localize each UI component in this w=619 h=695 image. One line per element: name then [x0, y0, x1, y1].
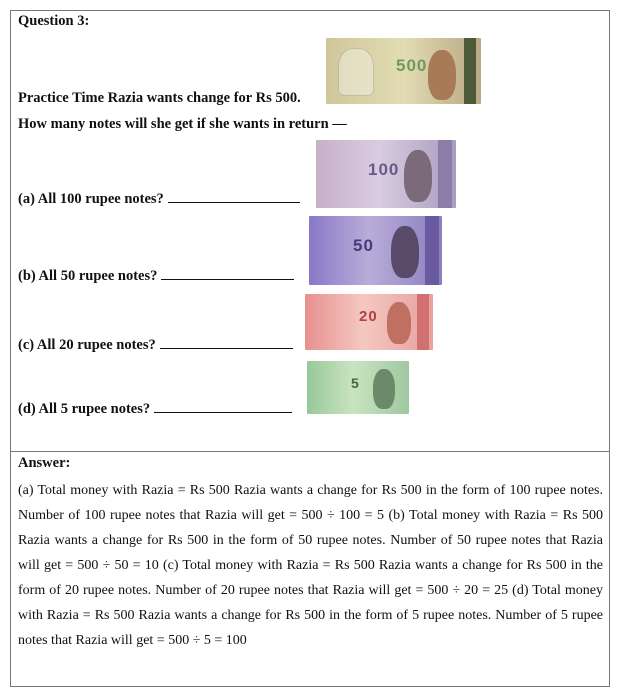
note-100-image — [316, 140, 456, 208]
note-20-image — [305, 294, 433, 350]
answer-title: Answer: — [18, 455, 71, 471]
note-500-image — [326, 38, 481, 104]
note-50-denomination: 50 — [353, 236, 374, 255]
part-d — [18, 400, 292, 418]
part-c — [18, 336, 293, 354]
note-100-denomination: 100 — [368, 160, 400, 179]
part-a-label: (a) All 100 rupee notes? — [18, 191, 164, 207]
question-prompt: How many notes will she get if she wants in return — — [18, 116, 347, 132]
answer-blank-a[interactable] — [168, 190, 300, 203]
part-c-label: (c) All 20 rupee notes? — [18, 337, 156, 353]
note-20-denomination: 20 — [359, 308, 378, 325]
note-5-image — [307, 361, 409, 414]
note-500-denomination: 500 — [396, 56, 428, 75]
part-a — [18, 190, 300, 208]
question-title: Question 3: — [18, 13, 90, 29]
note-50-image — [309, 216, 442, 285]
part-d-label: (d) All 5 rupee notes? — [18, 401, 151, 417]
answer-blank-b[interactable] — [161, 267, 294, 280]
answer-blank-d[interactable] — [154, 400, 292, 413]
part-b-label: (b) All 50 rupee notes? — [18, 268, 158, 284]
answer-blank-c[interactable] — [160, 336, 293, 349]
part-b — [18, 267, 294, 285]
section-divider — [10, 451, 610, 452]
answer-text: (a) Total money with Razia = Rs 500 Razia wants a change for Rs 500 in the form of 100 rupee notes. Number of 100 rupee notes that Razia will get = 500 ÷ 100 = 5 (b) Total money with Razia = Rs 500 Razia wants a change for Rs 500 in the form of 50 rupee notes. Number of 50 rupee notes that Razia will get = 500 ÷ 50 = 10 (c) Total money with Razia = Rs 500 Razia wants a change for Rs 500 in the form of 20 rupee notes. Number of 20 rupee notes that Razia will get = 500 ÷ 20 = 25 (d) Total money with Razia = Rs 500 Razia wants a change for Rs 500 in the form of 5 rupee notes. Number of 5 rupee notes that Razia will get = 500 ÷ 5 = 100 — [18, 483, 603, 648]
question-intro: Practice Time Razia wants change for Rs 500. — [18, 90, 301, 106]
note-5-denomination: 5 — [351, 375, 360, 391]
